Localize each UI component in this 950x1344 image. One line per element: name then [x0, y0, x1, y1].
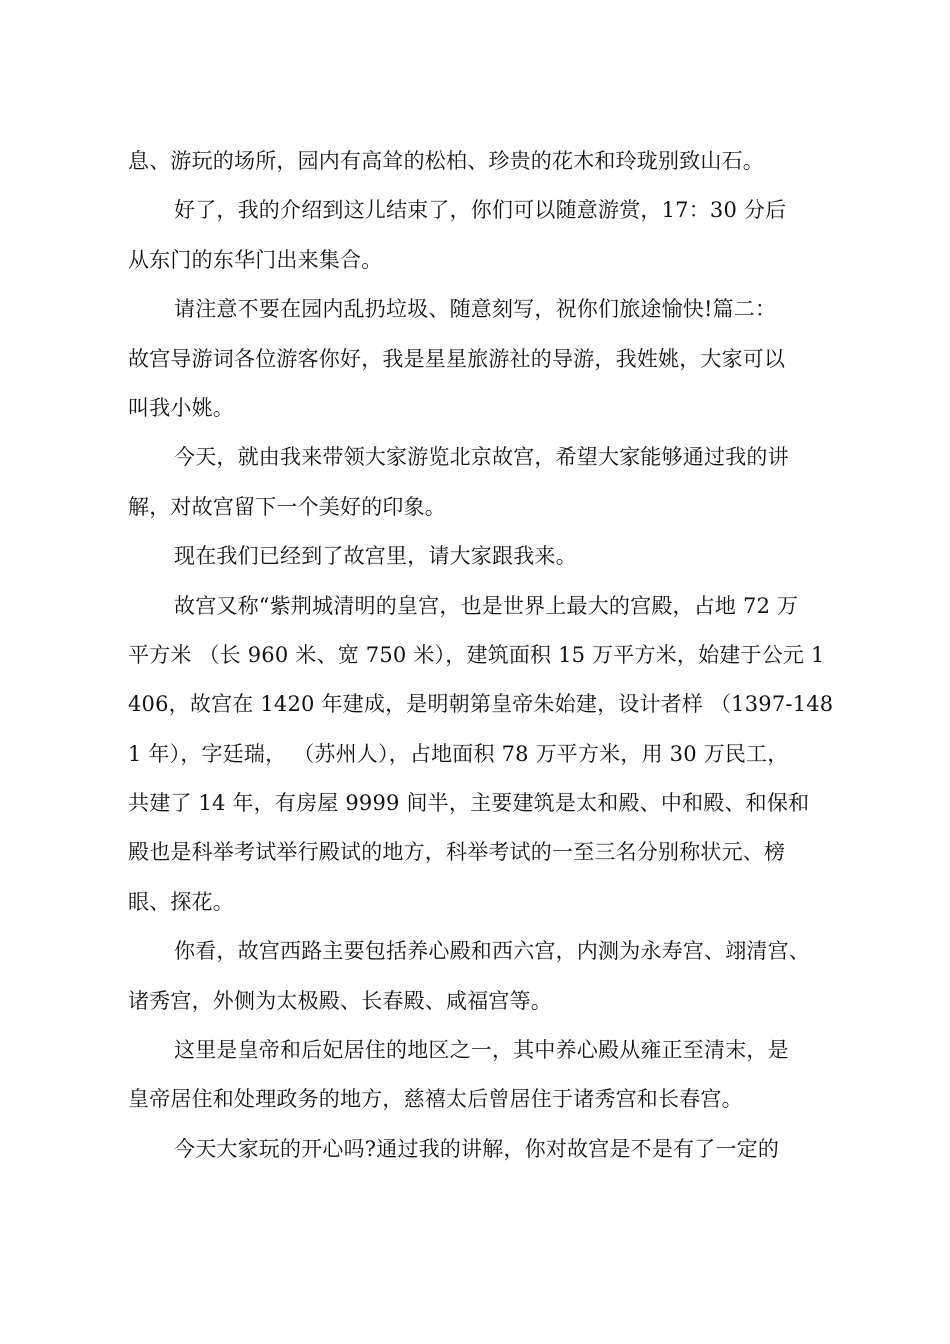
- text-line-10: 故宫又称“紫荆城清明的皇宫，也是世界上最大的宫殿，占地 72 万: [174, 593, 799, 618]
- text-line-5: 故宫导游词各位游客你好，我是星星旅游社的导游，我姓姚，大家可以: [128, 346, 786, 371]
- text-line-15: 殿也是科举考试举行殿试的地方，科举考试的一至三名分别称状元、榜: [128, 840, 786, 865]
- text-line-12: 406，故宫在 1420 年建成，是明朝第皇帝朱始建，设计者样 （1397-148: [128, 692, 834, 717]
- text-line-17: 你看，故宫西路主要包括养心殿和西六宫，内测为永寿宫、翊清宫、: [174, 939, 810, 964]
- text-line-7: 今天，就由我来带领大家游览北京故宫，希望大家能够通过我的讲: [174, 445, 789, 470]
- text-line-6: 叫我小姚。: [128, 395, 234, 420]
- text-line-9: 现在我们已经到了故宫里，请大家跟我来。: [174, 544, 577, 569]
- text-line-3: 从东门的东华门出来集合。: [128, 247, 383, 272]
- text-line-20: 皇帝居住和处理政务的地方，慈禧太后曾居住于诸秀宫和长春宫。: [128, 1087, 743, 1112]
- text-line-19: 这里是皇帝和后妃居住的地区之一，其中养心殿从雍正至清末，是: [174, 1038, 789, 1063]
- text-line-14: 共建了 14 年，有房屋 9999 间半，主要建筑是太和殿、中和殿、和保和: [128, 791, 810, 816]
- text-line-8: 解，对故宫留下一个美好的印象。: [128, 494, 446, 519]
- text-line-18: 诸秀宫，外侧为太极殿、长春殿、咸福宫等。: [128, 988, 552, 1013]
- text-line-11: 平方米 （长 960 米、宽 750 米），建筑面积 15 万平方米，始建于公元 1: [128, 642, 825, 667]
- text-line-4: 请注意不要在园内乱扔垃圾、随意刻写，祝你们旅途愉快!篇二：: [174, 297, 777, 322]
- text-line-2: 好了，我的介绍到这儿结束了，你们可以随意游赏，17：30 分后: [174, 198, 787, 223]
- text-line-13: 1 年），字廷瑞， （苏州人），占地面积 78 万平方米，用 30 万民工，: [128, 741, 789, 766]
- text-line-16: 眼、探花。: [128, 889, 234, 914]
- text-line-1: 息、游玩的场所，园内有高耸的松柏、珍贵的花木和玲珑别致山石。: [128, 149, 764, 173]
- body-text: [128, 137, 840, 1174]
- text-line-21: 今天大家玩的开心吗?通过我的讲解，你对故宫是不是有了一定的: [174, 1136, 780, 1161]
